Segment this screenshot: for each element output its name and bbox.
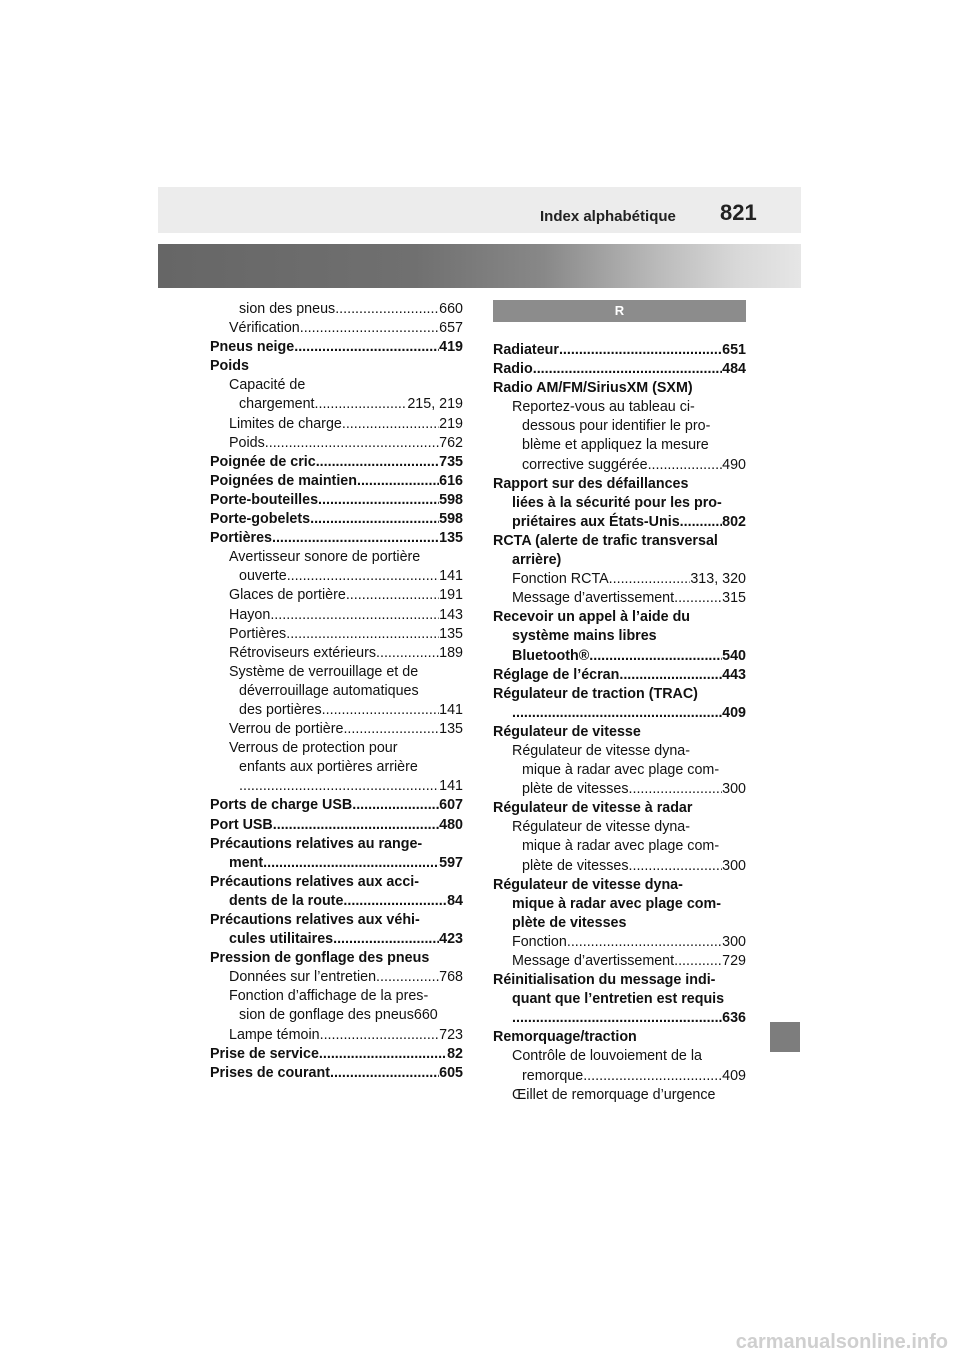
entry-term: des portières (239, 701, 322, 718)
entry-term: mique à radar avec plage com- (522, 838, 720, 855)
entry-term: Radio (493, 361, 533, 378)
entry-term: RCTA (alerte de trafic transversal (493, 532, 718, 549)
index-column-left (210, 300, 463, 1083)
entry-page: 300 (722, 933, 746, 950)
index-entry (493, 895, 746, 914)
index-entry (210, 300, 463, 319)
index-entry (493, 742, 746, 761)
index-entry (210, 930, 463, 949)
entry-page: 141 (439, 568, 463, 585)
index-entry (210, 663, 463, 682)
index-entry (493, 608, 746, 627)
letter-heading: R (493, 300, 746, 322)
index-entry (210, 1045, 463, 1064)
entry-term: Hayon (229, 606, 271, 623)
leader-dots (376, 968, 439, 987)
entry-page: 605 (439, 1064, 463, 1081)
entry-term: cules utilitaires (229, 931, 334, 948)
entry-page: 141 (439, 778, 463, 795)
entry-term: Réglage de l’écran (493, 666, 620, 683)
index-entry (493, 723, 746, 742)
leader-dots (318, 491, 439, 510)
index-entry (210, 796, 463, 815)
leader-dots (589, 647, 722, 666)
entry-page: 141 (439, 701, 463, 718)
leader-dots (357, 472, 439, 491)
leader-dots (619, 666, 722, 685)
entry-term: Fonction RCTA (512, 571, 609, 588)
entry-term: sion de gonflage des pneus (239, 1007, 414, 1024)
entry-page: 597 (439, 854, 463, 871)
index-entry (210, 319, 463, 338)
leader-dots (629, 780, 723, 799)
leader-dots (342, 415, 439, 434)
leader-dots (294, 338, 439, 357)
entry-term: remorque (522, 1067, 584, 1084)
entry-term: déverrouillage automatiques (239, 682, 419, 699)
entry-term: corrective suggérée (522, 456, 648, 473)
leader-dots (333, 930, 439, 949)
leader-dots (343, 720, 439, 739)
entry-term: enfants aux portières arrière (239, 759, 418, 776)
entry-page: 598 (439, 491, 463, 508)
leader-dots (270, 606, 439, 625)
entry-page: 480 (439, 816, 463, 833)
index-entry (210, 816, 463, 835)
index-entry (493, 1028, 746, 1047)
entry-term: Fonction d’affichage de la pres- (229, 988, 429, 1005)
entry-term: Message d’avertissement (512, 953, 675, 969)
entry-term: Système de verrouillage et de (229, 663, 419, 680)
entry-term: Régulateur de traction (TRAC) (493, 685, 698, 702)
index-entry (493, 780, 746, 799)
leader-dots (272, 529, 439, 548)
leader-dots (273, 816, 439, 835)
index-entry (210, 548, 463, 567)
index-entry (493, 799, 746, 818)
entry-page: 490 (722, 456, 746, 473)
entry-page: 135 (439, 721, 463, 738)
entry-term: Porte-gobelets (210, 511, 311, 528)
entry-page: 443 (722, 666, 746, 683)
entry-page: 657 (439, 320, 463, 337)
entry-page: 135 (439, 625, 463, 642)
index-entry (210, 758, 463, 777)
entry-page: 315 (722, 590, 746, 607)
index-entry (210, 453, 463, 472)
entry-page: 300 (722, 857, 746, 874)
index-entry (493, 1067, 746, 1086)
entry-term: Porte-bouteilles (210, 491, 319, 508)
entry-term: liées à la sécurité pour les pro- (512, 494, 722, 511)
index-entry (493, 341, 746, 360)
page-number: 821 (720, 200, 757, 225)
entry-term: Port USB (210, 816, 273, 833)
entry-page: 660 (413, 1007, 438, 1024)
entry-page: 409 (722, 704, 746, 721)
entry-term: Régulateur de vitesse (493, 723, 641, 740)
entry-page: 423 (439, 931, 463, 948)
entry-page: 135 (439, 530, 463, 547)
entry-term: Vérification (229, 320, 300, 337)
index-entry (493, 360, 746, 379)
index-entry (210, 529, 463, 548)
entry-term: mique à radar avec plage com- (522, 762, 720, 779)
index-entry (210, 415, 463, 434)
entry-page: 660 (439, 301, 463, 317)
entry-term: Bluetooth® (512, 647, 590, 664)
index-entry (493, 990, 746, 1009)
leader-dots (376, 644, 439, 663)
index-entry (210, 873, 463, 892)
thumb-index-tab (770, 1022, 800, 1052)
entry-term: Remorquage/traction (493, 1029, 637, 1046)
entry-page: 82 (447, 1045, 463, 1062)
entry-term: chargement (239, 396, 315, 413)
entry-term: Pression de gonflage des pneus (210, 950, 430, 967)
entry-term: plète de vitesses (522, 781, 629, 798)
entry-term: Portières (210, 530, 272, 547)
entry-page: 802 (722, 513, 746, 530)
leader-dots (239, 777, 439, 796)
entry-term: arrière) (512, 552, 562, 569)
index-entry (210, 357, 463, 376)
leader-dots (287, 567, 439, 586)
leader-dots (533, 360, 722, 379)
watermark: carmanualsonline.info (735, 1331, 948, 1353)
index-entry (210, 987, 463, 1006)
entry-page: 598 (439, 511, 463, 528)
entry-term: Capacité de (229, 377, 306, 394)
entry-term: sion des pneus (239, 301, 336, 317)
entry-page: 768 (439, 969, 463, 986)
index-entry (210, 911, 463, 930)
entry-term: Radiateur (493, 342, 559, 358)
index-entry (493, 761, 746, 780)
entry-term: dents de la route (229, 892, 344, 909)
entry-page: 616 (439, 472, 463, 489)
index-entry (493, 876, 746, 895)
leader-dots (335, 300, 439, 319)
index-entry (493, 1086, 746, 1105)
index-entry (493, 837, 746, 856)
index-entry (493, 647, 746, 666)
leader-dots (300, 319, 439, 338)
entry-term: Précautions relatives aux véhi- (210, 912, 420, 928)
entry-page: 313, 320 (690, 571, 746, 588)
index-entry (493, 704, 746, 723)
index-entry (210, 854, 463, 873)
entry-term: Message d’avertissement (512, 590, 675, 607)
leader-dots (674, 589, 722, 608)
entry-term: priétaires aux États-Unis (512, 513, 680, 530)
entry-term: Précautions relatives au range- (210, 835, 423, 852)
index-entry (493, 589, 746, 608)
entry-term: ment (229, 854, 264, 871)
leader-dots (512, 1009, 722, 1028)
index-entry (210, 376, 463, 395)
entry-page: 651 (722, 342, 746, 358)
index-entry (493, 914, 746, 933)
index-entry (210, 606, 463, 625)
entry-page: 636 (722, 1010, 746, 1027)
index-entry (493, 379, 746, 398)
entry-term: Portières (229, 625, 287, 642)
entry-page: 723 (439, 1026, 463, 1043)
entry-page: 735 (439, 453, 463, 470)
entry-page: 484 (722, 361, 746, 378)
decorative-gradient-bar (158, 244, 801, 288)
entry-term: Poignée de cric (210, 453, 316, 470)
index-entry (210, 625, 463, 644)
leader-dots (316, 453, 439, 472)
leader-dots (680, 513, 722, 532)
index-entry (210, 1064, 463, 1083)
index-entry (493, 818, 746, 837)
index-entry (210, 510, 463, 529)
leader-dots (320, 1026, 440, 1045)
index-entry (493, 513, 746, 532)
entry-term: Poignées de maintien (210, 472, 357, 489)
index-entry (210, 968, 463, 987)
leader-dots (583, 1067, 722, 1086)
entry-term: Rapport sur des défaillances (493, 475, 689, 492)
entry-term: Fonction (512, 933, 567, 950)
leader-dots (567, 933, 722, 952)
index-entry (210, 835, 463, 854)
leader-dots (330, 1064, 439, 1083)
index-entry (493, 398, 746, 417)
entry-page: 762 (439, 434, 463, 451)
leader-dots (286, 625, 439, 644)
entry-term: Recevoir un appel à l’aide du (493, 609, 691, 626)
entry-term: Radio AM/FM/SiriusXM (SXM) (493, 380, 693, 397)
entry-page: 84 (447, 892, 463, 909)
index-entry (210, 1006, 463, 1025)
entry-page: 215, 219 (407, 396, 463, 413)
entry-term: Données sur l’entretien (229, 969, 377, 986)
leader-dots (322, 701, 439, 720)
leader-dots (674, 952, 722, 971)
entry-term: Prise de service (210, 1045, 319, 1062)
index-entry (493, 494, 746, 513)
index-entry (493, 971, 746, 990)
entry-term: Œillet de remorquage d’urgence (512, 1086, 716, 1103)
entry-term: Ports de charge USB (210, 797, 353, 814)
leader-dots (263, 854, 439, 873)
entry-term: dessous pour identifier le pro- (522, 418, 711, 435)
index-entry (210, 1026, 463, 1045)
index-entry (493, 417, 746, 436)
leader-dots (346, 586, 439, 605)
entry-term: Régulateur de vitesse dyna- (493, 876, 683, 893)
entry-term: Pneus neige (210, 339, 295, 356)
index-entry (210, 720, 463, 739)
index-entry (493, 933, 746, 952)
leader-dots (629, 857, 723, 876)
entry-term: plète de vitesses (522, 857, 629, 874)
index-entry (493, 857, 746, 876)
index-entry (210, 777, 463, 796)
entry-term: Rétroviseurs extérieurs (229, 644, 376, 661)
index-column-right (493, 300, 746, 1105)
index-entry (210, 701, 463, 720)
index-entry (493, 456, 746, 475)
entry-term: système mains libres (512, 628, 657, 645)
index-entry (493, 627, 746, 646)
leader-dots (315, 395, 408, 414)
index-entry (493, 436, 746, 455)
entry-term: Prises de courant (210, 1064, 330, 1081)
entry-term: Poids (210, 358, 249, 375)
entry-term: Contrôle de louvoiement de la (512, 1048, 702, 1065)
leader-dots (310, 510, 439, 529)
entry-term: plète de vitesses (512, 914, 627, 931)
entry-term: Limites de charge (229, 415, 342, 432)
entry-page: 191 (439, 587, 463, 604)
entry-term: mique à radar avec plage com- (512, 895, 721, 912)
entry-page: 189 (439, 644, 463, 661)
leader-dots (512, 704, 722, 723)
entry-term: Régulateur de vitesse dyna- (512, 742, 691, 759)
leader-dots (559, 341, 722, 360)
entry-term: Glaces de portière (229, 587, 346, 604)
entry-term: Reportez-vous au tableau ci- (512, 399, 695, 416)
index-entry (210, 644, 463, 663)
index-entry (210, 739, 463, 758)
entry-term: Régulateur de vitesse à radar (493, 800, 693, 817)
section-title: Index alphabétique (540, 208, 676, 225)
index-entry (493, 685, 746, 704)
index-entry (493, 570, 746, 589)
entry-page: 219 (439, 415, 463, 432)
index-entry (493, 1047, 746, 1066)
entry-page: 300 (722, 781, 746, 798)
entry-term: ouverte (239, 568, 287, 585)
leader-dots (648, 456, 723, 475)
entry-page: 143 (439, 606, 463, 623)
entry-term: Régulateur de vitesse dyna- (512, 819, 691, 836)
entry-page: 419 (439, 339, 463, 356)
entry-term: Verrous de protection pour (229, 740, 398, 757)
leader-dots (609, 570, 691, 589)
entry-term: Précautions relatives aux acci- (210, 873, 420, 890)
index-entry (210, 949, 463, 968)
index-entry (210, 472, 463, 491)
leader-dots (319, 1045, 447, 1064)
index-entry (493, 666, 746, 685)
index-entry (210, 892, 463, 911)
entry-term: Avertisseur sonore de portière (229, 549, 421, 566)
index-entry (210, 395, 463, 414)
entry-term: quant que l’entretien est requis (512, 991, 725, 1008)
index-entry (493, 532, 746, 551)
leader-dots (352, 796, 439, 815)
index-entry (493, 551, 746, 570)
entry-page: 607 (439, 797, 463, 814)
entry-page: 729 (722, 953, 746, 969)
index-entry (210, 682, 463, 701)
entry-page: 540 (722, 647, 746, 664)
index-entry (493, 1009, 746, 1028)
leader-dots (265, 434, 439, 453)
entry-term: blème et appliquez la mesure (522, 437, 709, 454)
index-entry (493, 952, 746, 971)
index-entry (210, 491, 463, 510)
index-entry (210, 338, 463, 357)
entry-page: 409 (722, 1067, 746, 1084)
index-entry (210, 586, 463, 605)
index-entry (210, 567, 463, 586)
entry-term: Poids (229, 434, 265, 451)
entry-term: Lampe témoin (229, 1026, 320, 1043)
index-entry (493, 475, 746, 494)
entry-term: Verrou de portière (229, 721, 344, 738)
leader-dots (343, 892, 447, 911)
entry-term: Réinitialisation du message indi- (493, 972, 716, 989)
header-band (158, 187, 801, 233)
index-entry (210, 434, 463, 453)
